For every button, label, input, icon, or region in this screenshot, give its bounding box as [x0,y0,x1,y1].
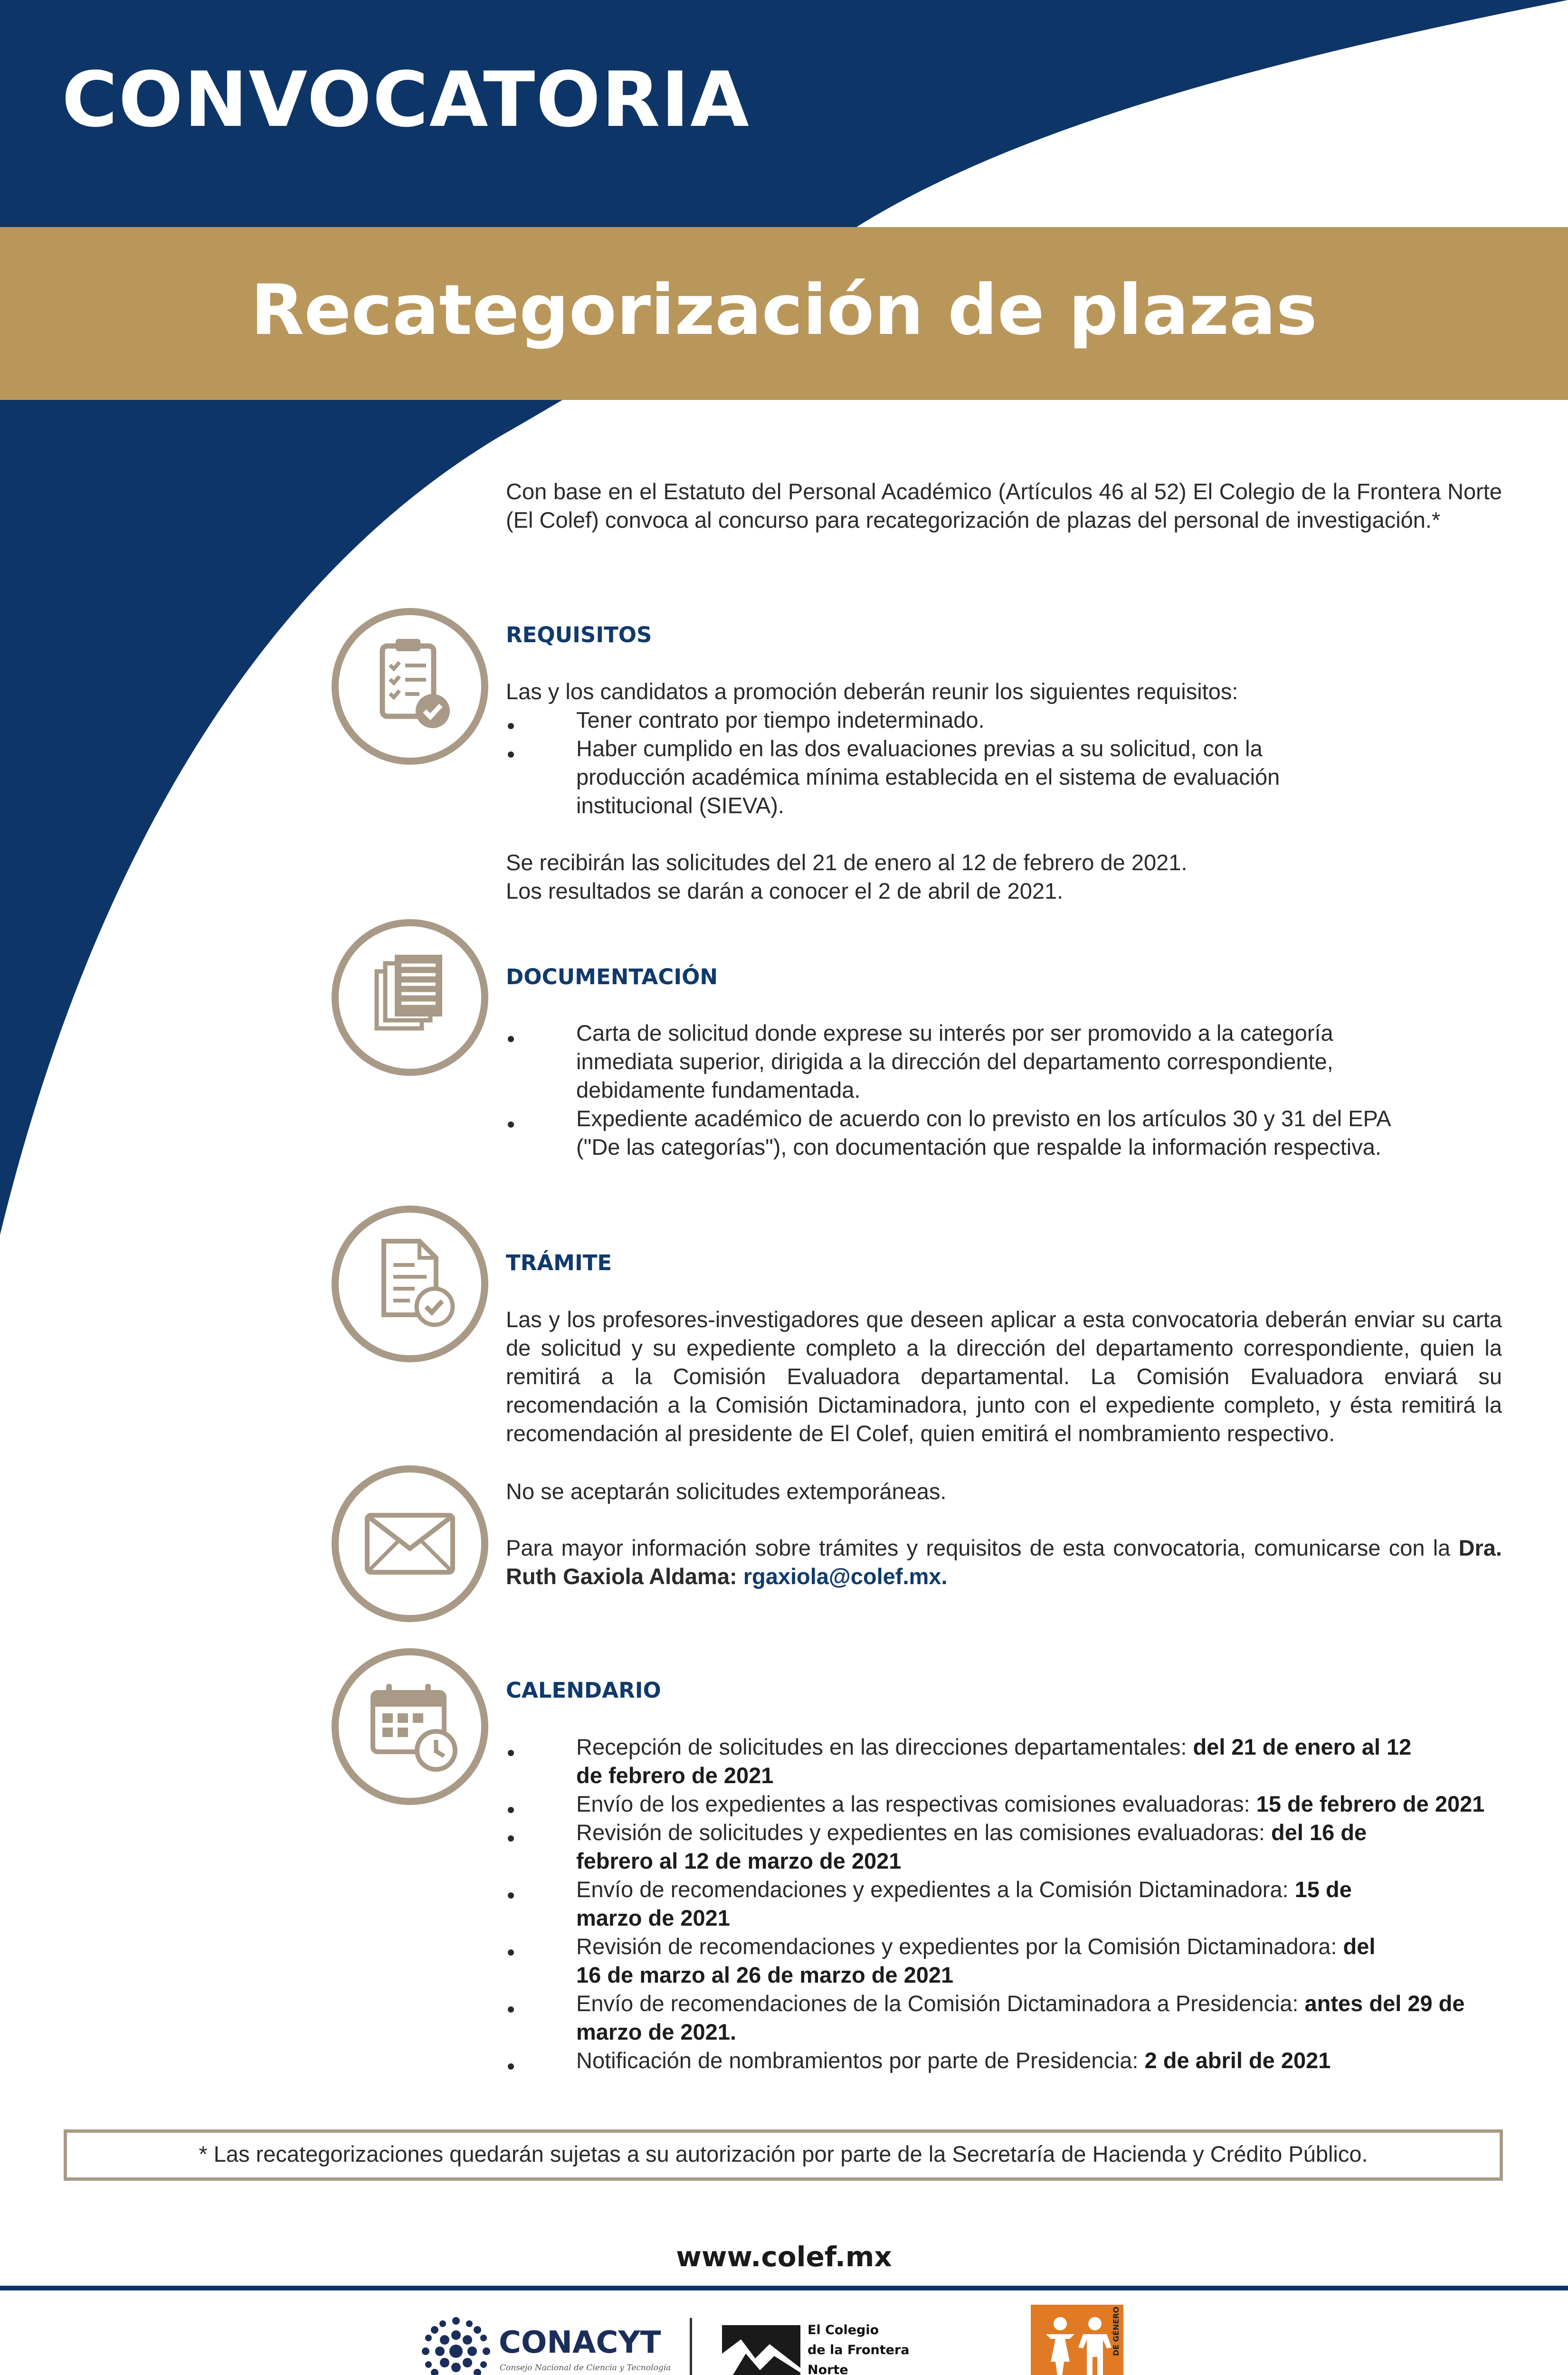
list-item [506,1875,1384,1932]
footer-divider [0,2286,1568,2290]
calendar-item-date: 2 de abril de 2021 [1144,2048,1331,2073]
conacyt-name: CONACYT [499,2325,661,2360]
colef-line: Norte [808,2363,848,2375]
footnote-text: * Las recategorizaciones quedarán sujetas a su autorización por parte de la Secretaría de Hacienda y Crédito Público. [199,2141,1368,2166]
documentacion-icon-circle [332,919,488,1076]
envelope-icon [339,1472,481,1615]
calendar-item-text: Envío de los expedientes a las respectivas comisiones evaluadoras: [576,1791,1256,1816]
logo-separator [690,2318,692,2375]
page-title: CONVOCATORIA [62,55,750,144]
tramite-paragraph: Las y los profesores-investigadores que deseen aplicar a esta convocatoria deberán enviar su carta de solicitud y su expediente completo a la dirección del departamento correspondiente, quien la remitirá a la Comisión Evaluadora departamental. La Comisión Evaluadora enviará su recomendación a la Comisión Dictaminadora, junto con el expediente completo, y ésta remitirá la recomendación al presidente de El Colef, quien emitirá el nombramiento respectivo. [506,1307,1502,1446]
requisitos-dates-line1: Se recibirán las solicitudes del 21 de enero al 12 de febrero de 2021. [506,850,1188,875]
calendario-list [506,1733,1508,2075]
requisitos-lead: Las y los candidatos a promoción deberán reunir los siguientes requisitos: [506,679,1238,704]
website-link[interactable]: www.colef.mx [676,2241,892,2273]
list-item [506,1733,1431,1790]
calendar-item-text: Envío de recomendaciones y expedientes a la Comisión Dictaminadora: [576,1877,1295,1902]
list-item [506,1932,1384,1989]
requisitos-heading: REQUISITOS [506,622,652,647]
calendar-item-text: Revisión de solicitudes y expedientes en las comisiones evaluadoras: [576,1820,1272,1845]
calendar-item-date: del 21 de enero al 12 de febrero de 2021 [576,1734,1412,1788]
document-check-icon [339,1213,481,1355]
contact-text: Para mayor información sobre trámites y requisitos de esta convocatoria, comunicarse con la [506,1535,1451,1560]
colef-logo-icon [722,2325,800,2375]
clipboard-checklist-icon [339,615,481,758]
tramite-icon-circle [332,1206,488,1362]
list-item: Haber cumplido en las dos evaluaciones previas a su solicitud, con la producción académica mínima establecida en el sistema de evaluación institucional (SIEVA). [506,734,1313,820]
calendar-item-date: del 16 de febrero al 12 de marzo de 2021 [576,1820,1367,1873]
equidad-de-genero-logo-icon [1031,2305,1138,2375]
documentacion-list [506,1019,1399,1161]
tramite-heading: TRÁMITE [506,1250,612,1275]
list-item [506,1989,1479,2046]
calendario-icon-circle [332,1648,488,1805]
genero-text: DE GÉNERO [1112,2306,1121,2356]
contacto-icon-circle [332,1465,488,1622]
calendario-heading: CALENDARIO [506,1678,661,1703]
list-item: Tener contrato por tiempo indeterminado. [506,706,1313,734]
conacyt-logo-icon [418,2313,494,2375]
page-subtitle: Recategorización de plazas [250,270,1318,351]
calendar-clock-icon [339,1655,481,1798]
requisitos-icon-circle [332,608,488,765]
calendar-item-date: del 16 de marzo al 26 de marzo de 2021 [576,1934,1376,1987]
calendar-item-date: antes del 29 de marzo de 2021. [576,1991,1465,2044]
list-item [506,2046,1508,2075]
requisitos-list [506,706,1313,820]
list-item: Expediente académico de acuerdo con lo previsto en los artículos 30 y 31 del EPA ("De las categorías"), con documentación que respalde la información respectiva. [506,1104,1399,1161]
colef-line: El Colegio [808,2323,879,2337]
list-item: Carta de solicitud donde exprese su interés por ser promovido a la categoría inmediata superior, dirigida a la dirección del departamento correspondiente, debidamente fundamentada. [506,1019,1399,1104]
colef-logo-text [808,2320,909,2375]
contact-paragraph [506,1534,1502,1591]
calendar-item-date: 15 de marzo de 2021 [576,1877,1352,1930]
colef-line: de la Frontera [808,2343,910,2357]
list-item [506,1818,1431,1875]
requisitos-dates-line2: Los resultados se darán a conocer el 2 de abril de 2021. [506,878,1064,903]
list-item [506,1790,1508,1818]
calendar-item-text: Recepción de solicitudes en las direcciones departamentales: [576,1734,1193,1759]
calendar-item-text: Envío de recomendaciones de la Comisión Dictaminadora a Presidencia: [576,1991,1305,2016]
contact-email-link[interactable]: rgaxiola@colef.mx. [743,1564,948,1589]
documents-stack-icon [339,926,481,1069]
conacyt-tagline: Consejo Nacional de Ciencia y Tecnología [500,2363,671,2373]
calendar-item-text: Revisión de recomendaciones y expedientes por la Comisión Dictaminadora: [576,1934,1343,1959]
calendar-item-date: 15 de febrero de 2021 [1256,1791,1485,1816]
contact-name: Dra. Ruth Gaxiola Aldama: [506,1535,1502,1589]
no-extemporaneas: No se aceptarán solicitudes extemporáneas. [506,1479,947,1504]
calendar-item-text: Notificación de nombramientos por parte de Presidencia: [576,2048,1145,2073]
intro-paragraph: Con base en el Estatuto del Personal Académico (Artículos 46 al 52) El Colegio de la Frontera Norte (El Colef) convoca al concurso para recategorización de plazas del personal de investigación.* [506,479,1502,532]
documentacion-heading: DOCUMENTACIÓN [506,964,718,989]
